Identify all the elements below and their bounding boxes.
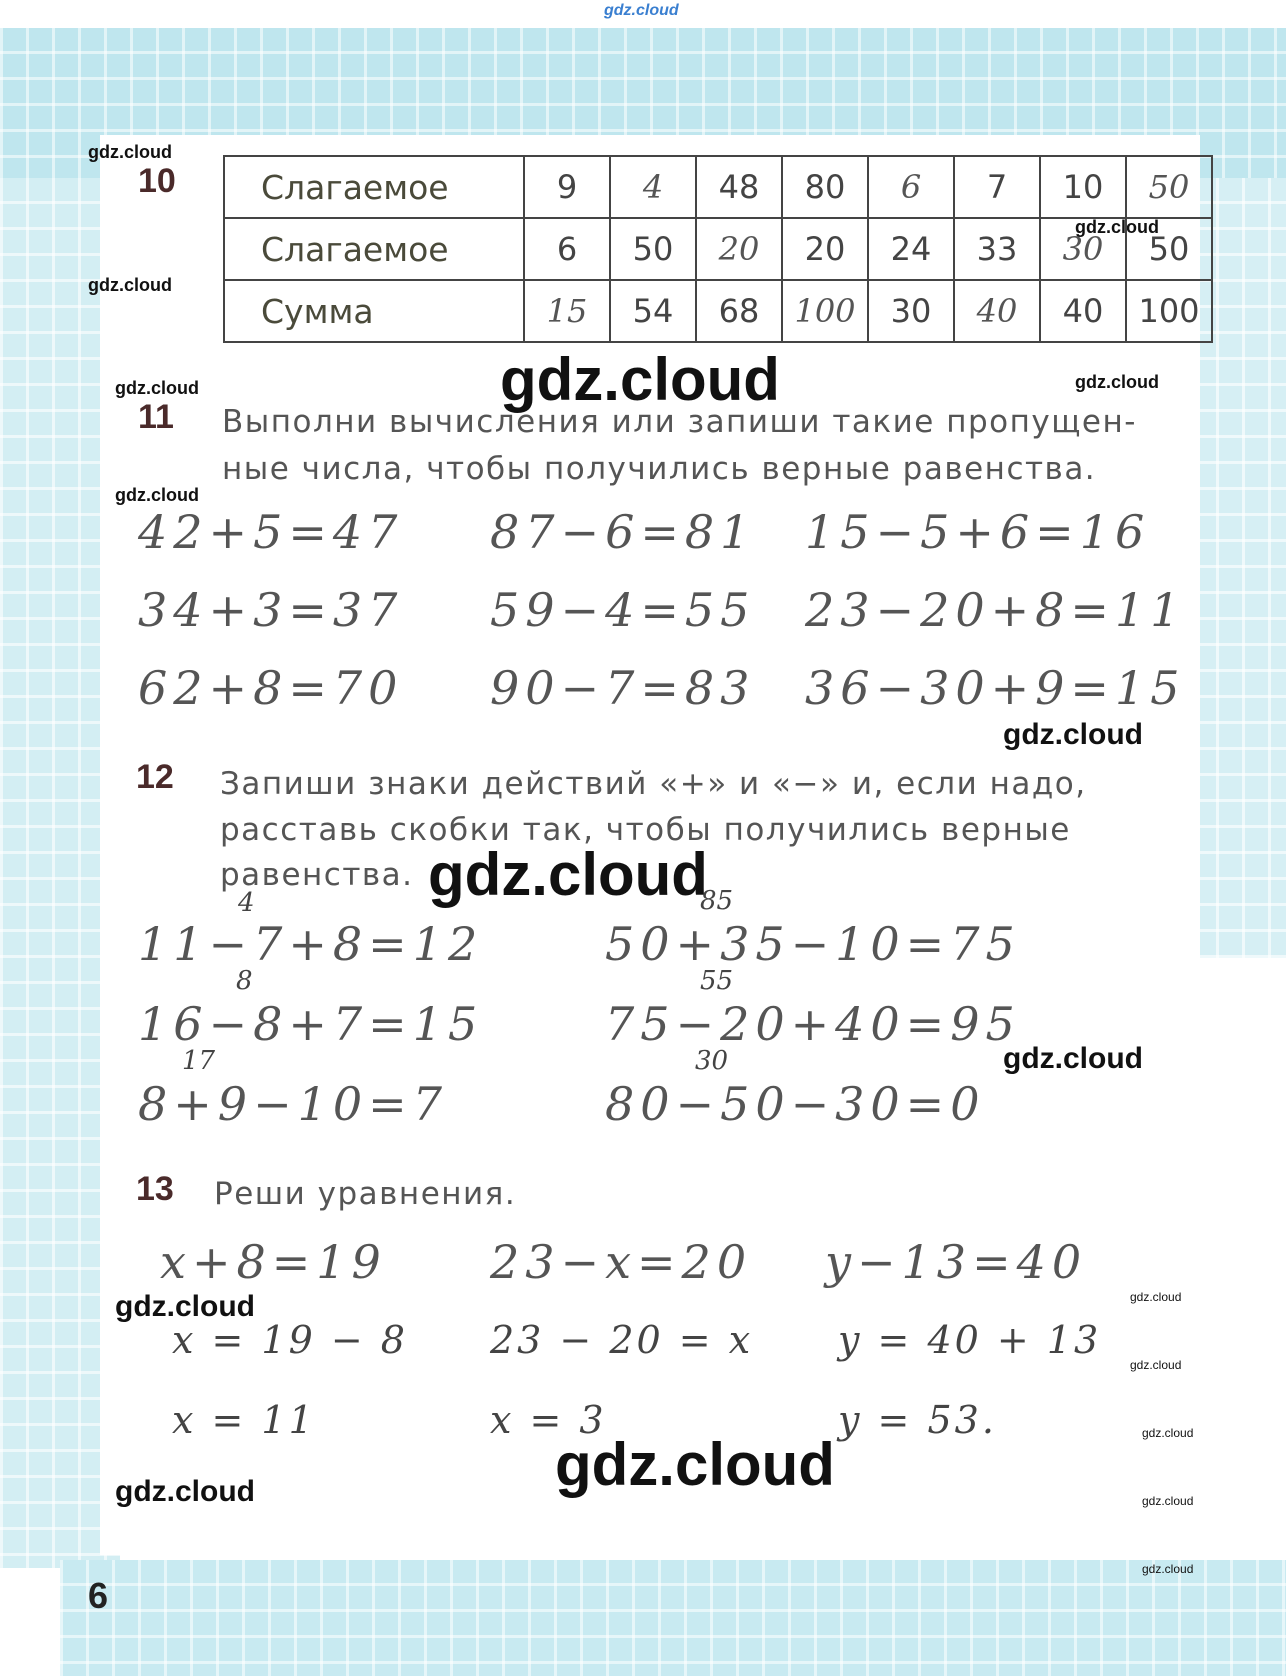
table-cell: 80	[782, 156, 868, 218]
table-cell: 33	[954, 218, 1040, 280]
equation: x+8=19	[160, 1235, 387, 1289]
table-cell: 100	[1126, 280, 1212, 342]
equation: 80−50−30=0	[605, 1077, 986, 1131]
table-cell: 40	[1040, 280, 1126, 342]
handwritten-note: 55	[700, 966, 734, 996]
watermark: gdz.cloud	[1075, 217, 1159, 237]
watermark: gdz.cloud	[88, 142, 172, 162]
row-header: Слагаемое	[224, 218, 524, 280]
task-12-text-line-1: Запиши знаки действий «+» и «−» и, если надо,	[220, 766, 1087, 802]
handwritten-note: 17	[182, 1046, 216, 1076]
watermark: gdz.cloud	[1142, 1562, 1194, 1576]
handwritten-note: 8	[236, 966, 253, 996]
table-cell-handwritten: 30	[1040, 218, 1126, 280]
table-row	[224, 156, 1212, 218]
solution-answer: x = 3	[490, 1398, 607, 1442]
table-cell: 68	[696, 280, 782, 342]
solution-step: y = 40 + 13	[838, 1318, 1102, 1362]
table-cell-handwritten: 40	[954, 280, 1040, 342]
watermark: gdz.cloud	[1130, 1290, 1182, 1304]
equation: 42+5=47	[138, 505, 404, 559]
task-13-text: Реши уравнения.	[214, 1176, 517, 1212]
table-cell: 54	[610, 280, 696, 342]
solution-step: 23 − 20 = x	[490, 1318, 754, 1362]
equation: 87−6=81	[490, 505, 756, 559]
watermark: gdz.cloud	[115, 485, 199, 505]
equation: 8+9−10=7	[138, 1077, 448, 1131]
equation: 36−30+9=15	[805, 661, 1186, 715]
table-cell: 48	[696, 156, 782, 218]
equation: 50+35−10=75	[605, 917, 1021, 971]
page-number: 6	[88, 1575, 109, 1616]
watermark: gdz.cloud	[604, 2, 679, 19]
watermark: gdz.cloud	[115, 1475, 255, 1508]
row-header: Сумма	[224, 280, 524, 342]
task-11-text-line-1: Выполни вычисления или запиши такие пропущен-	[222, 404, 1137, 440]
solution-answer: y = 53.	[838, 1398, 997, 1442]
table-cell-handwritten: 100	[782, 280, 868, 342]
background-pattern-bottom	[60, 1560, 1286, 1676]
table-row	[224, 280, 1212, 342]
task-number-12: 12	[136, 758, 174, 796]
handwritten-note: 30	[695, 1046, 729, 1076]
table-cell-handwritten: 4	[610, 156, 696, 218]
handwritten-note: 85	[700, 886, 734, 916]
equation: y−13=40	[825, 1235, 1088, 1289]
row-header: Слагаемое	[224, 156, 524, 218]
table-cell: 7	[954, 156, 1040, 218]
watermark: gdz.cloud	[500, 346, 780, 413]
watermark: gdz.cloud	[115, 378, 199, 398]
task-number-11: 11	[138, 398, 174, 436]
table-cell: 24	[868, 218, 954, 280]
solution-step: x = 19 − 8	[172, 1318, 408, 1362]
table-cell-handwritten: 6	[868, 156, 954, 218]
task-12-text-line-2: расставь скобки так, чтобы получились верные	[220, 812, 1071, 848]
task-number-10: 10	[138, 162, 176, 200]
equation: 75−20+40=95	[605, 997, 1021, 1051]
task-12-text-line-3: равенства.	[220, 857, 414, 893]
task-number-13: 13	[136, 1170, 174, 1208]
watermark: gdz.cloud	[88, 275, 172, 295]
equation: 16−8+7=15	[138, 997, 484, 1051]
task-11-text-line-2: ные числа, чтобы получились верные равенства.	[222, 451, 1097, 487]
watermark: gdz.cloud	[1142, 1494, 1194, 1508]
equation: 34+3=37	[138, 583, 404, 637]
equation: 15−5+6=16	[805, 505, 1151, 559]
table-cell: 50	[1126, 218, 1212, 280]
watermark: gdz.cloud	[428, 841, 708, 908]
table-cell: 50	[610, 218, 696, 280]
watermark: gdz.cloud	[1075, 372, 1159, 392]
watermark: gdz.cloud	[115, 1290, 255, 1323]
table-cell-handwritten: 50	[1126, 156, 1212, 218]
table-cell: 6	[524, 218, 610, 280]
table-row	[224, 218, 1212, 280]
watermark: gdz.cloud	[555, 1431, 835, 1498]
equation: 59−4=55	[490, 583, 756, 637]
table-cell-handwritten: 15	[524, 280, 610, 342]
equation: 11−7+8=12	[138, 917, 484, 971]
watermark: gdz.cloud	[1003, 1042, 1143, 1075]
watermark: gdz.cloud	[1130, 1358, 1182, 1372]
equation: 23−x=20	[490, 1235, 753, 1289]
addition-table	[223, 155, 1213, 343]
table-cell-handwritten: 20	[696, 218, 782, 280]
watermark: gdz.cloud	[1003, 718, 1143, 751]
table-cell: 10	[1040, 156, 1126, 218]
watermark: gdz.cloud	[1142, 1426, 1194, 1440]
equation: 23−20+8=11	[805, 583, 1186, 637]
table-cell: 30	[868, 280, 954, 342]
table-cell: 9	[524, 156, 610, 218]
table-cell: 20	[782, 218, 868, 280]
solution-answer: x = 11	[172, 1398, 316, 1442]
equation: 62+8=70	[138, 661, 404, 715]
handwritten-note: 4	[238, 888, 255, 918]
equation: 90−7=83	[490, 661, 756, 715]
